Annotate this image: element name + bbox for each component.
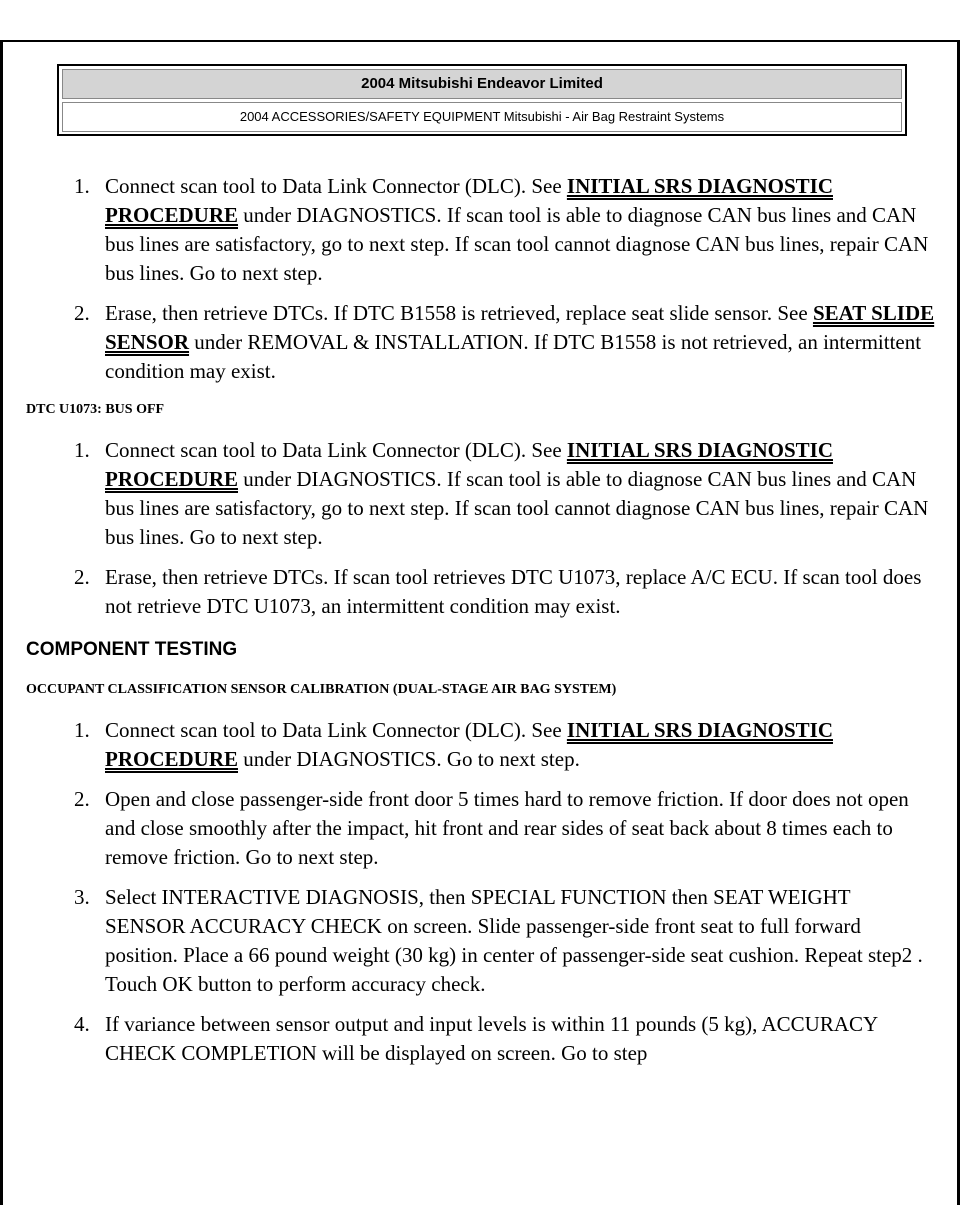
step-text: under DIAGNOSTICS. If scan tool is able to diagnose CAN bus lines and CAN bus lines are satisfactory, go to next step. If scan tool cannot diagnose CAN bus lines, repair CAN bus lines. Go to next step. <box>105 467 929 549</box>
step-number: 1. <box>74 438 90 462</box>
step-number: 2. <box>74 787 90 811</box>
document-body <box>26 172 936 1079</box>
step-text: Erase, then retrieve DTCs. If DTC B1558 is retrieved, replace seat slide sensor. See <box>105 301 813 325</box>
step-text: Connect scan tool to Data Link Connector (DLC). See <box>105 174 567 198</box>
step-text: under DIAGNOSTICS. Go to next step. <box>238 747 580 771</box>
list-item <box>26 716 936 774</box>
step-text: under REMOVAL & INSTALLATION. If DTC B1558 is not retrieved, an intermittent condition may exist. <box>105 330 922 383</box>
component-testing-heading: COMPONENT TESTING <box>26 639 238 660</box>
procedure-list-b1558 <box>26 172 936 386</box>
step-text: Erase, then retrieve DTCs. If scan tool retrieves DTC U1073, replace A/C ECU. If scan tool does not retrieve DTC U1073, an intermittent condition may exist. <box>105 565 922 618</box>
list-item <box>26 1010 936 1068</box>
list-item <box>26 785 936 872</box>
procedure-list-u1073 <box>26 436 936 621</box>
initial-srs-diagnostic-procedure-link[interactable]: INITIAL SRS DIAGNOSTIC PROCEDURE <box>105 174 833 227</box>
step-number: 3. <box>74 885 90 909</box>
list-item <box>26 883 936 999</box>
vehicle-title: 2004 Mitsubishi Endeavor Limited <box>62 69 902 99</box>
step-number: 4. <box>74 1012 90 1036</box>
list-item <box>26 436 936 552</box>
step-text: Select INTERACTIVE DIAGNOSIS, then SPECIAL FUNCTION then SEAT WEIGHT SENSOR ACCURACY CHECK on screen. Slide passenger-side front seat to full forward position. Place a 66 pound weight (30 kg) in center of passenger-side seat cushion. Repeat step2 . Touch OK button to perform accuracy check. <box>105 885 923 996</box>
initial-srs-diagnostic-procedure-link[interactable]: INITIAL SRS DIAGNOSTIC PROCEDURE <box>105 718 833 771</box>
dtc-u1073-heading: DTC U1073: BUS OFF <box>26 402 165 417</box>
step-text: If variance between sensor output and input levels is within 11 pounds (5 kg), ACCURACY CHECK COMPLETION will be displayed on screen. Go to step <box>105 1012 878 1065</box>
occupant-sensor-calibration-heading: OCCUPANT CLASSIFICATION SENSOR CALIBRATION (DUAL-STAGE AIR BAG SYSTEM) <box>26 682 617 697</box>
step-text: Connect scan tool to Data Link Connector (DLC). See <box>105 438 567 462</box>
procedure-list-calibration <box>26 716 936 1068</box>
step-text: Open and close passenger-side front door 5 times hard to remove friction. If door does not open and close smoothly after the impact, hit front and rear sides of seat back about 8 times each to remove friction. Go to next step. <box>105 787 909 869</box>
section-subtitle: 2004 ACCESSORIES/SAFETY EQUIPMENT Mitsubishi - Air Bag Restraint Systems <box>62 102 902 132</box>
page-left-border <box>0 40 3 1205</box>
list-item <box>26 299 936 386</box>
page-top-border <box>0 40 960 42</box>
step-number: 2. <box>74 565 90 589</box>
step-number: 2. <box>74 301 90 325</box>
step-text: under DIAGNOSTICS. If scan tool is able to diagnose CAN bus lines and CAN bus lines are satisfactory, go to next step. If scan tool cannot diagnose CAN bus lines, repair CAN bus lines. Go to next step. <box>105 203 929 285</box>
document-header <box>57 64 907 136</box>
step-number: 1. <box>74 718 90 742</box>
list-item <box>26 563 936 621</box>
step-number: 1. <box>74 174 90 198</box>
step-text: Connect scan tool to Data Link Connector (DLC). See <box>105 718 567 742</box>
list-item <box>26 172 936 288</box>
seat-slide-sensor-link[interactable]: SEAT SLIDE SENSOR <box>105 301 935 354</box>
initial-srs-diagnostic-procedure-link[interactable]: INITIAL SRS DIAGNOSTIC PROCEDURE <box>105 438 833 491</box>
